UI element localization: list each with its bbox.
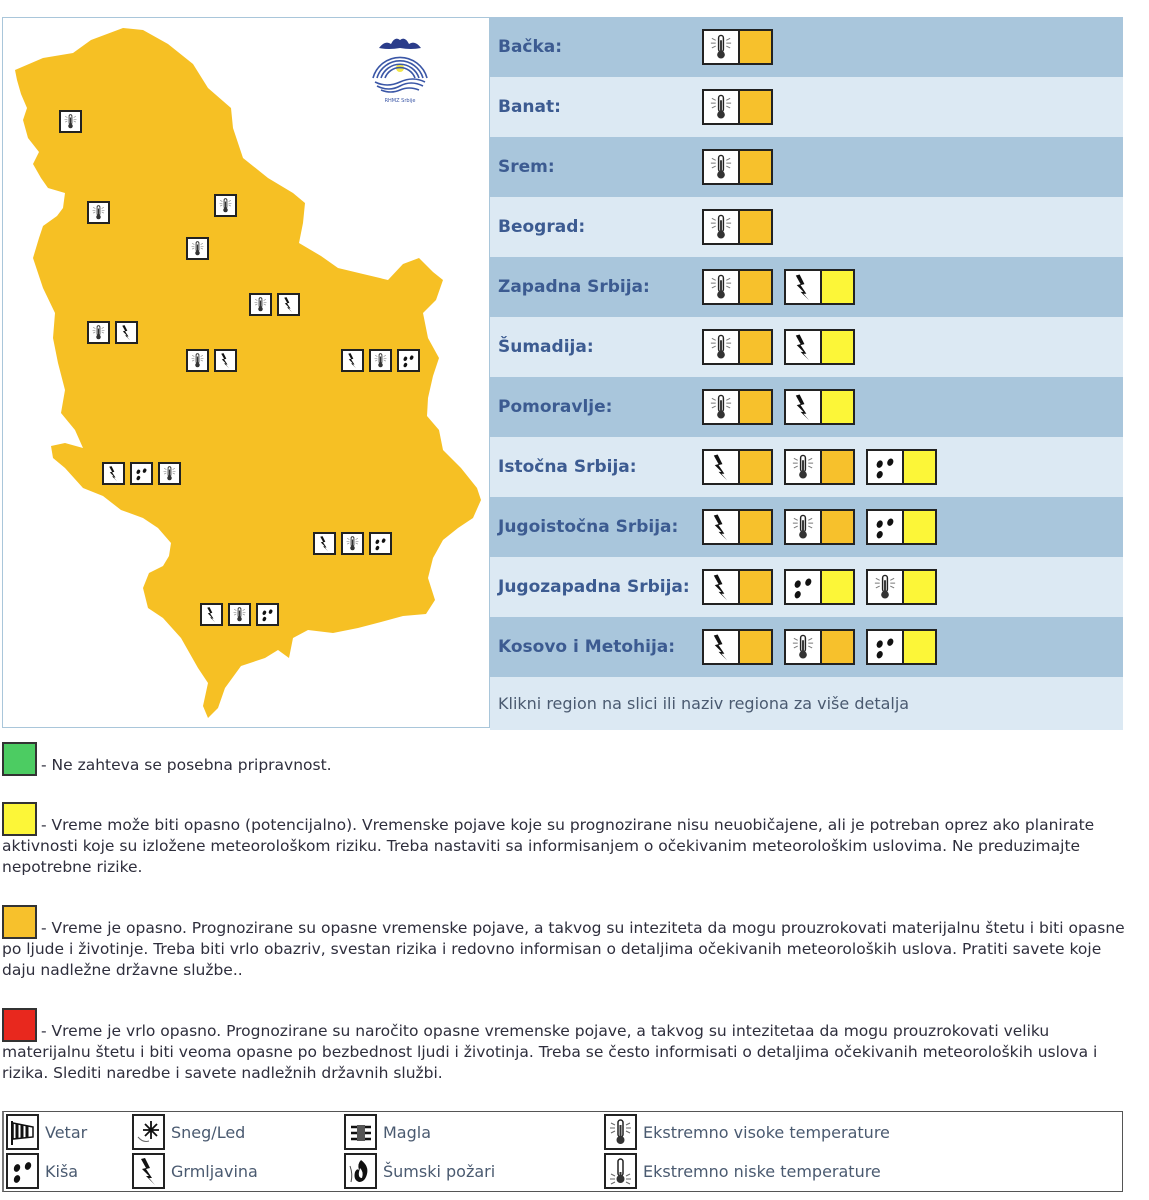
warning-level-orange <box>740 31 771 63</box>
region-name-link[interactable]: Zapadna Srbija: <box>498 277 650 297</box>
hazard-thunder <box>132 1153 258 1189</box>
level-red-text: - Vreme je vrlo opasno. Prognozirane su naročito opasne vremenske pojave, a takvog su intezitetaa da mogu prouzrokovati veliku materijalnu štetu i biti veoma opasne po bezbednost ljudi i životinja. Treba se često informisati o detaljima očekivanih meteoroloških uslova i rizika. Slediti naredbe i savete nadležnih državnih službi. <box>2 1022 1098 1082</box>
hazard-fire <box>344 1153 495 1189</box>
lightning-icon[interactable] <box>102 462 125 485</box>
hazard-label: Ekstremno visoke temperature <box>643 1122 890 1142</box>
hazard-legend <box>2 1111 1123 1192</box>
level-green <box>2 742 1127 776</box>
region-name-link[interactable]: Pomoravlje: <box>498 397 613 417</box>
lightning-icon <box>704 631 738 663</box>
map-icon-group[interactable] <box>313 532 392 555</box>
warning-badge <box>702 329 773 365</box>
raindrops-icon <box>868 511 902 543</box>
hazard-label: Grmljavina <box>171 1161 258 1181</box>
thermometer-hot-icon[interactable] <box>87 201 110 224</box>
raindrops-icon <box>868 631 902 663</box>
thermometer-hot-icon[interactable] <box>186 237 209 260</box>
thermometer-hot-icon <box>704 271 738 303</box>
warning-list <box>702 629 937 665</box>
lightning-icon[interactable] <box>200 603 223 626</box>
lightning-icon <box>786 331 820 363</box>
warning-badge <box>702 389 773 425</box>
level-red <box>2 1008 1127 1084</box>
warning-list <box>702 89 773 125</box>
svg-text:RHMZ Srbije: RHMZ Srbije <box>384 98 416 104</box>
region-warning-table <box>490 17 1123 730</box>
region-row[interactable] <box>490 137 1123 197</box>
hazard-label: Kiša <box>45 1161 79 1181</box>
region-row[interactable] <box>490 437 1123 497</box>
region-name-link[interactable]: Kosovo i Metohija: <box>498 637 676 657</box>
warning-level-orange <box>740 91 771 123</box>
region-row[interactable] <box>490 497 1123 557</box>
lightning-icon <box>132 1153 165 1189</box>
lightning-icon[interactable] <box>115 321 138 344</box>
thermometer-hot-icon <box>704 31 738 63</box>
snowflake-icon <box>132 1114 165 1150</box>
thermometer-hot-icon[interactable] <box>59 110 82 133</box>
warning-badge <box>866 629 937 665</box>
region-name-link[interactable]: Banat: <box>498 97 561 117</box>
warning-level-yellow <box>822 571 853 603</box>
warning-list <box>702 449 937 485</box>
region-name-link[interactable]: Jugozapadna Srbija: <box>498 577 690 597</box>
lightning-icon <box>704 451 738 483</box>
warning-badge <box>866 569 937 605</box>
warning-level-orange <box>740 271 771 303</box>
warning-badge <box>702 449 773 485</box>
warning-badge <box>866 449 937 485</box>
warning-level-yellow <box>822 391 853 423</box>
warning-level-orange <box>740 631 771 663</box>
raindrops-icon <box>868 451 902 483</box>
warning-level-orange <box>822 631 853 663</box>
warning-list <box>702 329 855 365</box>
raindrops-icon <box>6 1153 39 1189</box>
warning-badge <box>784 509 855 545</box>
lightning-icon[interactable] <box>341 349 364 372</box>
thermometer-hot-icon <box>704 211 738 243</box>
warning-level-orange <box>740 451 771 483</box>
hazard-label: Šumski požari <box>383 1161 496 1181</box>
thermometer-hot-icon <box>604 1114 637 1150</box>
thermometer-hot-icon <box>786 451 820 483</box>
lightning-icon <box>704 571 738 603</box>
hazard-heat <box>604 1114 890 1150</box>
map-icon-group[interactable] <box>186 237 209 260</box>
warning-badge <box>784 569 855 605</box>
warning-list <box>702 269 855 305</box>
warning-badge <box>784 389 855 425</box>
lightning-icon <box>786 391 820 423</box>
warning-level-yellow <box>904 451 935 483</box>
map-icon-group[interactable] <box>249 293 300 316</box>
thermometer-hot-icon <box>704 91 738 123</box>
warning-badge <box>784 449 855 485</box>
forest-fire-icon <box>344 1153 377 1189</box>
green-swatch <box>2 742 37 776</box>
raindrops-icon[interactable] <box>369 532 392 555</box>
map-icon-group[interactable] <box>214 194 237 217</box>
hazard-label: Ekstremno niske temperature <box>643 1161 881 1181</box>
raindrops-icon <box>786 571 820 603</box>
hazard-rain <box>6 1153 78 1189</box>
raindrops-icon[interactable] <box>256 603 279 626</box>
warning-list <box>702 509 937 545</box>
warning-level-orange <box>740 151 771 183</box>
lightning-icon[interactable] <box>313 532 336 555</box>
warning-list <box>702 149 773 185</box>
warning-badge <box>702 89 773 125</box>
thermometer-hot-icon[interactable] <box>341 532 364 555</box>
lightning-icon <box>786 271 820 303</box>
warning-badge <box>702 269 773 305</box>
warning-level-orange <box>822 451 853 483</box>
yellow-swatch <box>2 802 37 836</box>
warning-level-yellow <box>822 331 853 363</box>
warning-badge <box>702 149 773 185</box>
warning-level-orange <box>740 391 771 423</box>
region-name-link[interactable]: Srem: <box>498 157 555 177</box>
level-orange <box>2 905 1127 981</box>
region-name-link[interactable]: Beograd: <box>498 217 586 237</box>
region-name-link[interactable]: Šumadija: <box>498 337 594 357</box>
map-icon-group[interactable] <box>59 110 82 133</box>
red-swatch <box>2 1008 37 1042</box>
hazard-wind <box>6 1114 87 1150</box>
region-row[interactable] <box>490 17 1123 77</box>
map-icon-group[interactable] <box>186 349 237 372</box>
warning-badge <box>784 269 855 305</box>
warning-badge <box>702 209 773 245</box>
thermometer-hot-icon[interactable] <box>249 293 272 316</box>
thermometer-cold-icon <box>604 1153 637 1189</box>
warning-badge <box>702 569 773 605</box>
region-row[interactable] <box>490 377 1123 437</box>
hazard-fog <box>344 1114 431 1150</box>
warning-badge <box>784 629 855 665</box>
map-icon-group[interactable] <box>87 201 110 224</box>
map-icon-group[interactable] <box>102 462 181 485</box>
thermometer-hot-icon[interactable] <box>87 321 110 344</box>
thermometer-hot-icon <box>786 631 820 663</box>
region-row[interactable] <box>490 197 1123 257</box>
thermometer-hot-icon <box>868 571 902 603</box>
hazard-label: Magla <box>383 1122 432 1142</box>
level-yellow <box>2 802 1127 878</box>
warning-level-orange <box>740 211 771 243</box>
thermometer-hot-icon[interactable] <box>158 462 181 485</box>
warning-badge <box>702 29 773 65</box>
thermometer-hot-icon <box>704 391 738 423</box>
warning-list <box>702 29 773 65</box>
raindrops-icon[interactable] <box>397 349 420 372</box>
thermometer-hot-icon[interactable] <box>369 349 392 372</box>
warning-level-orange <box>740 571 771 603</box>
region-row[interactable] <box>490 317 1123 377</box>
thermometer-hot-icon <box>786 511 820 543</box>
hazard-snow <box>132 1114 245 1150</box>
warning-level-orange <box>822 511 853 543</box>
warning-list <box>702 569 937 605</box>
wind-icon <box>6 1114 39 1150</box>
region-name-link[interactable]: Bačka: <box>498 37 563 57</box>
level-green-text: - Ne zahteva se posebna pripravnost. <box>41 756 332 774</box>
hazard-label: Sneg/Led <box>171 1122 246 1142</box>
region-name-link[interactable]: Jugoistočna Srbija: <box>498 517 679 537</box>
thermometer-hot-icon[interactable] <box>214 194 237 217</box>
warning-badge <box>702 509 773 545</box>
serbia-warning-map[interactable] <box>2 17 490 728</box>
level-orange-text: - Vreme je opasno. Prognozirane su opasne vremenske pojave, a takvog su inteziteta da mogu prouzrokovati materijalnu štetu i biti opasne po ljude i životinje. Treba biti vrlo obazriv, svestan rizika i redovno informisan o detaljima očekivanih meteoroloških uslova. Pratiti savete koje daju nadležne državne službe.. <box>2 919 1125 979</box>
warning-badge <box>702 629 773 665</box>
warning-level-orange <box>740 331 771 363</box>
map-icon-group[interactable] <box>341 349 420 372</box>
warning-level-yellow <box>904 511 935 543</box>
thermometer-hot-icon[interactable] <box>228 603 251 626</box>
map-icon-group[interactable] <box>87 321 138 344</box>
map-icon-group[interactable] <box>200 603 279 626</box>
thermometer-hot-icon[interactable] <box>186 349 209 372</box>
warning-badge <box>784 329 855 365</box>
warning-list <box>702 389 855 425</box>
region-row[interactable] <box>490 617 1123 677</box>
warning-list <box>702 209 773 245</box>
region-row[interactable] <box>490 77 1123 137</box>
orange-swatch <box>2 905 37 939</box>
level-yellow-text: - Vreme može biti opasno (potencijalno). Vremenske pojave koje su prognozirane nisu neuobičajene, ali je potreban oprez ako planirate aktivnosti koje su izložene meteorološkom riziku. Treba nastaviti sa informisanjem o očekivanim meteorološkim uslovima. Ne preduzimajte nepotrebne rizike. <box>2 816 1095 876</box>
warning-level-yellow <box>822 271 853 303</box>
warning-level-yellow <box>904 631 935 663</box>
lightning-icon[interactable] <box>214 349 237 372</box>
thermometer-hot-icon <box>704 331 738 363</box>
fog-icon <box>344 1114 377 1150</box>
lightning-icon <box>704 511 738 543</box>
warning-level-yellow <box>904 571 935 603</box>
region-row[interactable] <box>490 557 1123 617</box>
region-row[interactable] <box>490 257 1123 317</box>
warning-level-orange <box>740 511 771 543</box>
region-hint-text: Klikni region na slici ili naziv regiona za više detalja <box>490 677 1123 730</box>
lightning-icon[interactable] <box>277 293 300 316</box>
warning-badge <box>866 509 937 545</box>
region-name-link[interactable]: Istočna Srbija: <box>498 457 637 477</box>
rhmz-logo <box>365 34 435 106</box>
hazard-label: Vetar <box>45 1122 88 1142</box>
raindrops-icon[interactable] <box>130 462 153 485</box>
thermometer-hot-icon <box>704 151 738 183</box>
hazard-cold <box>604 1153 881 1189</box>
